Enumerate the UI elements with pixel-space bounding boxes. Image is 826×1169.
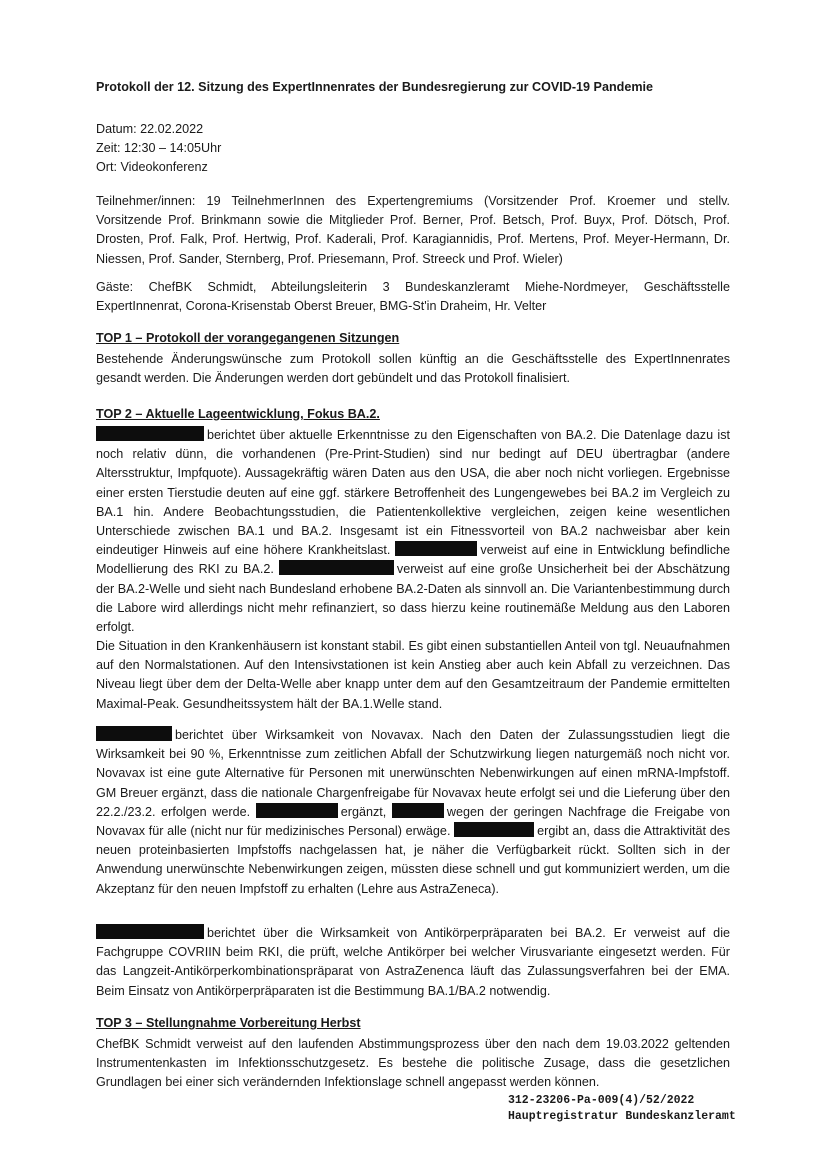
meeting-time: Zeit: 12:30 – 14:05Uhr	[96, 141, 222, 155]
redaction-bar	[96, 426, 204, 441]
top2-paragraph-4	[96, 924, 730, 1001]
redaction-bar	[279, 560, 394, 575]
meeting-meta	[96, 120, 221, 177]
top3-heading: TOP 3 – Stellungnahme Vorbereitung Herbst	[96, 1016, 361, 1030]
meeting-date: Datum: 22.02.2022	[96, 122, 204, 136]
redaction-bar	[392, 803, 444, 818]
redaction-bar	[395, 541, 477, 556]
registry-number: 312-23206-Pa-009(4)/52/2022	[508, 1094, 695, 1107]
top2-p1-part-b: verweist auf eine in Entwicklung befindliche Modellierung des RKI zu BA.2.	[96, 543, 731, 577]
redaction-bar	[96, 924, 204, 939]
registry-office: Hauptregistratur Bundeskanzleramt	[508, 1110, 736, 1123]
top3-text: ChefBK Schmidt verweist auf den laufenden Abstimmungsprozess über den nach dem 19.03.2022 geltenden Instrumentenkasten im Infektionsschutzgesetz. Es bestehe die politische Zusage, dass die gesetzlichen Grundlagen bei einer sich verändernden Infektionslage schnell angepasst werden können.	[96, 1037, 730, 1090]
top1-heading: TOP 1 – Protokoll der vorangegangenen Sitzungen	[96, 331, 400, 345]
participants-paragraph: Teilnehmer/innen: 19 TeilnehmerInnen des Expertengremiums (Vorsitzender Prof. Kroemer und stellv. Vorsitzende Prof. Brinkmann sowie die Mitglieder Prof. Berner, Prof. Betsch, Prof. Buyx, Prof. Dötsch, Prof. Drosten, Prof. Falk, Prof. Hertwig, Prof. Kaderali, Prof. Karagiannidis, Prof. Mertens, Prof. Meyer-Hermann, Dr. Niessen, Prof. Sander, Sternberg, Prof. Priesemann, Prof. Streeck und Prof. Wieler)	[96, 194, 730, 266]
registry-stamp	[508, 1093, 736, 1125]
guests-paragraph: Gäste: ChefBK Schmidt, Abteilungsleiterin 3 Bundeskanzleramt Miehe-Nordmeyer, Geschäftsstelle ExpertInnenrat, Corona-Krisenstab Oberst Breuer, BMG-St'in Draheim, Hr. Velter	[96, 280, 730, 314]
top2-p1-part-c: verweist auf eine große Unsicherheit bei der Abschätzung der BA.2-Welle und sieht nach Bundesland erhobene BA.2-Daten als sinnvoll an. Die Variantenbestimmung durch die Labore wird allerdings nicht mehr refinanziert, so dass hierzu keine routinemäße Meldung aus den Laboren erfolgt.	[96, 562, 730, 635]
top2-p3-part-b: ergänzt,	[340, 804, 387, 819]
top2-paragraph-2: Die Situation in den Krankenhäusern ist konstant stabil. Es gibt einen substantiellen Anteil von tgl. Neuaufnahmen auf den Normalstationen. Auf den Intensivstationen ist kein Anstieg aber auch kein Abfall zu verzeichnen. Das Niveau liegt über dem der Delta-Welle aber knapp unter dem auf den Gesamtzeitraum der Pandemie ermittelten Maximal-Peak. Gesundheitssystem hält der BA.1.Welle stand.	[96, 639, 730, 711]
top2-p3-part-d: ergibt an, dass die Attraktivität des neuen proteinbasierten Impfstoffs nachgelassen hat, je näher die Verfügbarkeit rückt. Sollten sich in der Anwendung unerwünschte Nebenwirkungen zeigen, müssten diese schnell und gut kommuniziert werden, um die Akzeptanz für den neuen Impfstoff zu erhalten (Lehre aus AstraZeneca).	[96, 824, 731, 896]
top2-paragraph-3	[96, 726, 730, 899]
top1-text: Bestehende Änderungswünsche zum Protokoll sollen künftig an die Geschäftsstelle des ExpertInnenrates gesandt werden. Die Änderungen werden dort gebündelt und das Protokoll finalisiert.	[96, 352, 730, 386]
meeting-location: Ort: Videokonferenz	[96, 160, 208, 174]
redaction-bar	[256, 803, 338, 818]
top2-heading: TOP 2 – Aktuelle Lageentwicklung, Fokus BA.2.	[96, 407, 380, 421]
top2-p3-part-c: wegen der geringen Nachfrage die Freigabe von Novavax für alle (nicht nur für medizinisches Personal) erwäge.	[96, 804, 730, 839]
top2-p3-part-a: berichtet über Wirksamkeit von Novavax. Nach den Daten der Zulassungsstudien liegt die Wirksamkeit bei 90 %, Erkenntnisse zum zeitlichen Abfall der Schutzwirkung liegen naturgemäß noch nicht vor. Novavax ist eine gute Alternative für Personen mit unerwünschten Nebenwirkungen auf einen mRNA-Impfstoff. GM Breuer ergänzt, dass die nationale Chargenfreigabe für Novavax heute erfolgt sei und die Lieferung über den 22.2./23.2. erfolgen werde.	[96, 728, 730, 819]
top2-paragraph-1	[96, 426, 730, 637]
top2-p4-text: berichtet über die Wirksamkeit von Antikörperpräparaten bei BA.2. Er verweist auf die Fachgruppe COVRIIN beim RKI, die prüft, welche Antikörper bei welcher Virusvariante eingesetzt werden. Für das Langzeit-Antikörperkombinationspräparat von AstraZenenca läuft das Zulassungsverfahren bei der EMA. Beim Einsatz von Antikörperpräparaten ist die Bestimmung BA.1/BA.2 notwendig.	[96, 926, 730, 998]
top2-p1-part-a: berichtet über aktuelle Erkenntnisse zu den Eigenschaften von BA.2. Die Datenlage dazu ist noch relativ dünn, die vorhandenen (Pre-Print-Studien) sind nur bedingt auf DEU übertragbar (andere Altersstruktur, Impfquote). Aussagekräftig wären Daten aus den USA, die aber noch nicht vorliegen. Ergebnisse einer ersten Tierstudie deuten auf eine ggf. stärkere Betroffenheit des Lungengewebes bei BA.2 im Vergleich zu BA.1 hin. Andere Beobachtungsstudien, die Patientenkollektive vergleichen, zeigen keine wesentlichen Unterschiede zwischen BA.1 und BA.2. Insgesamt ist ein Fitnessvorteil von BA.2 nachweisbar aber kein eindeutiger Hinweis auf eine höhere Krankheitslast.	[96, 428, 730, 558]
document-title: Protokoll der 12. Sitzung des ExpertInnenrates der Bundesregierung zur COVID-19 Pandemie	[96, 80, 654, 94]
redaction-bar	[454, 822, 534, 837]
redaction-bar	[96, 726, 172, 741]
